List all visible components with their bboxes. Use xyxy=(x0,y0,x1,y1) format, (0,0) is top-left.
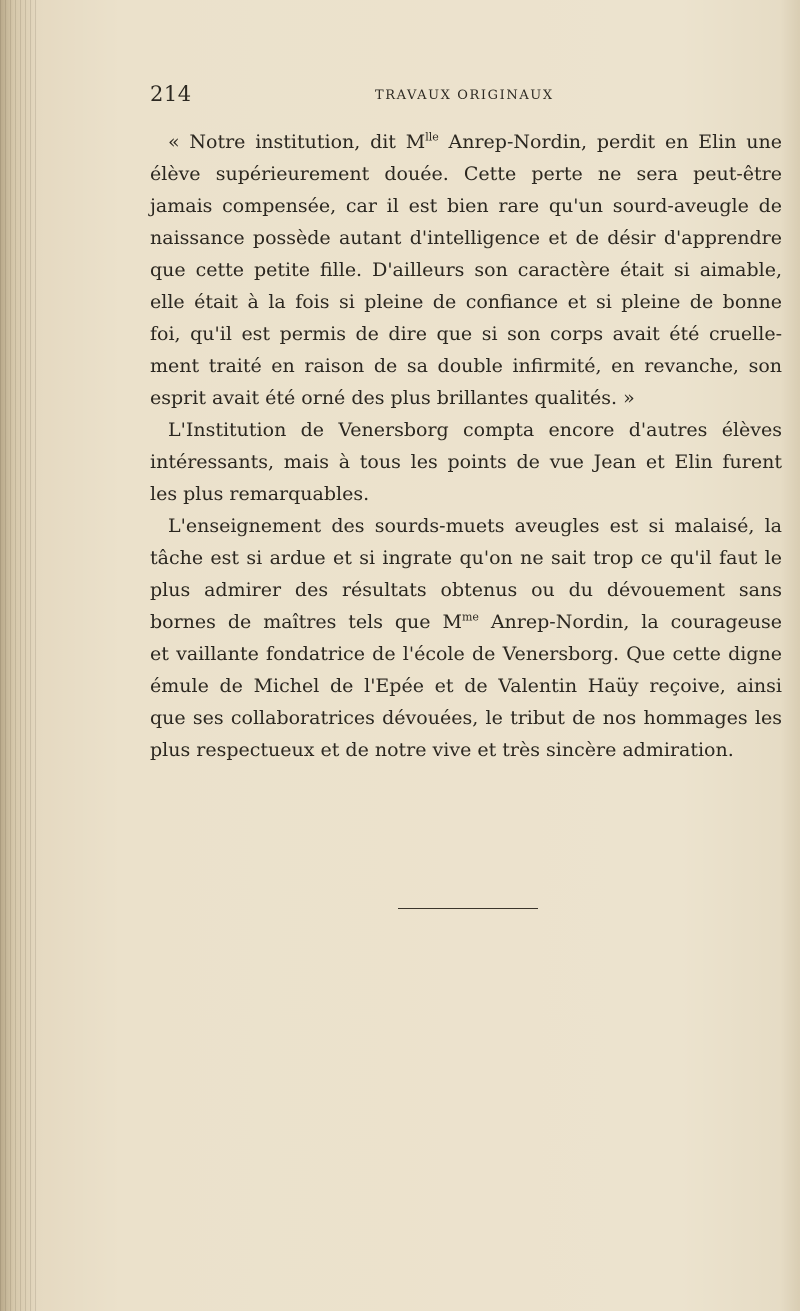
text-line: plus respectueux et de notre vive et très sincère admiration. xyxy=(150,739,734,761)
section-divider xyxy=(398,908,538,909)
superscript: me xyxy=(461,610,479,624)
text-line: élève supérieurement douée. Cette perte ne sera peut-être xyxy=(150,163,782,185)
superscript: lle xyxy=(425,130,439,144)
text-line: les plus remarquables. xyxy=(150,483,370,505)
text-line: tâche est si ardue et si ingrate qu'on ne sait trop ce qu'il faut le xyxy=(150,547,782,569)
text-line: esprit avait été orné des plus brillantes qualités. » xyxy=(150,387,635,409)
page-binding-edge xyxy=(0,0,36,1311)
text-line: bornes de maîtres tels que $M^{me}$ Anrep-Nordin, la courageuse xyxy=(150,610,782,633)
text-line: jamais compensée, car il est bien rare qu'un sourd-aveugle de xyxy=(150,195,782,217)
running-title: TRAVAUX ORIGINAUX xyxy=(375,88,554,103)
text-line: L'Institution de Venersborg compta encore d'autres élèves xyxy=(168,419,782,441)
text-line: que cette petite fille. D'ailleurs son caractère était si aimable, xyxy=(150,259,782,281)
text-line: L'enseignement des sourds-muets aveugles est si malaisé, la xyxy=(168,515,782,537)
text-line: intéressants, mais à tous les points de vue Jean et Elin furent xyxy=(150,451,782,473)
text-line: elle était à la fois si pleine de confiance et si pleine de bonne xyxy=(150,291,782,313)
text-line: émule de Michel de l'Epée et de Valentin Haüy reçoive, ainsi xyxy=(150,675,782,697)
page-number: 214 xyxy=(150,82,192,106)
text-line: « Notre institution, dit $M^{lle}$ Anrep-Nordin, perdit en Elin une xyxy=(168,130,782,153)
body-text xyxy=(150,126,782,766)
text-line: plus admirer des résultats obtenus ou du dévouement sans xyxy=(150,579,782,601)
text-line: ment traité en raison de sa double infirmité, en revanche, son xyxy=(150,355,782,377)
text-line: et vaillante fondatrice de l'école de Venersborg. Que cette digne xyxy=(150,643,782,665)
text-line: naissance possède autant d'intelligence et de désir d'apprendre xyxy=(150,227,782,249)
text-line: que ses collaboratrices dévouées, le tribut de nos hommages les xyxy=(150,707,782,729)
text-line: foi, qu'il est permis de dire que si son corps avait été cruelle- xyxy=(150,323,782,345)
page-header xyxy=(150,82,750,112)
